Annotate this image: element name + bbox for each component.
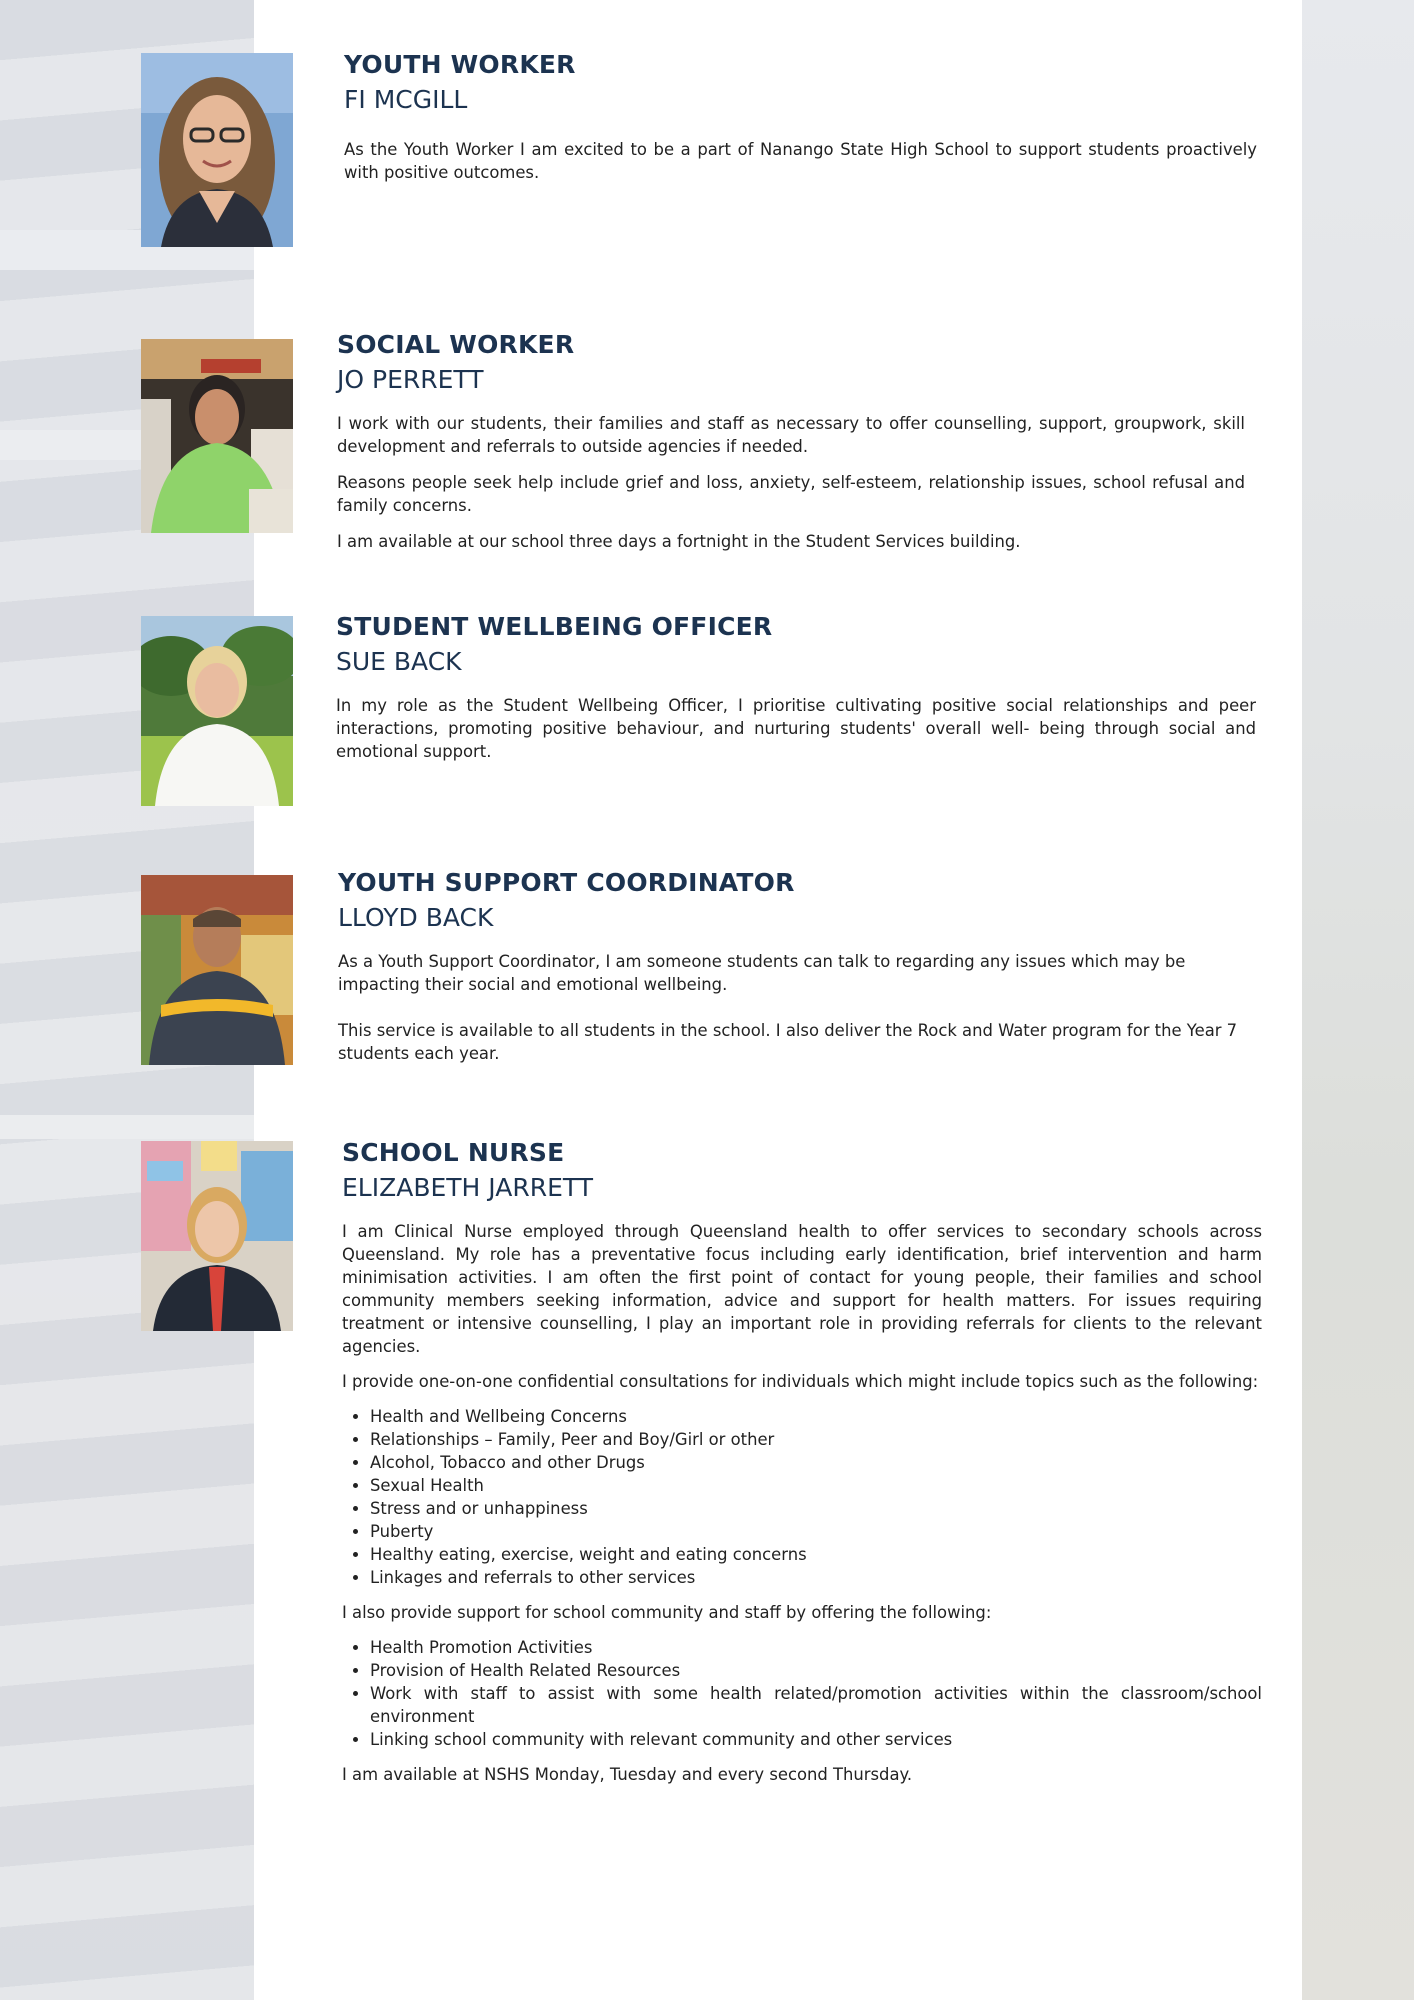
staff-photo <box>141 53 293 247</box>
staff-availability: I am available at our school three days a fortnight in the Student Services building. <box>337 532 1021 551</box>
staff-description: This service is available to all students in the school. I also deliver the Rock and Water program for the Year 7 students each year. <box>338 1021 1238 1063</box>
list-item: • Linkages and referrals to other services <box>370 1566 1262 1589</box>
staff-name: SUE BACK <box>336 647 462 676</box>
list-item: • Puberty <box>370 1520 1262 1543</box>
staff-description: As the Youth Worker I am excited to be a part of Nanango State High School to support students proactively with positive outcomes. <box>344 140 1257 182</box>
list-item: • Health and Wellbeing Concerns <box>370 1405 1262 1428</box>
staff-photo <box>141 1141 293 1331</box>
staff-role: YOUTH WORKER <box>344 50 576 79</box>
list-item: • Sexual Health <box>370 1474 1262 1497</box>
list-item: • Provision of Health Related Resources <box>370 1659 1262 1682</box>
staff-description: I work with our students, their families and staff as necessary to offer counselling, support, groupwork, skill development and referrals to outside agencies if needed. <box>337 414 1245 456</box>
staff-description: I am Clinical Nurse employed through Queensland health to offer services to secondary schools across Queensland. My role has a preventative focus including early identification, brief intervention and harm minimisation activities. I am often the first point of contact for young people, their families and school community members seeking information, advice and support for health matters. For issues requiring treatment or intensive counselling, I play an important role in providing referrals for clients to the relevant agencies. <box>342 1222 1262 1356</box>
staff-availability: I am available at NSHS Monday, Tuesday and every second Thursday. <box>342 1765 913 1784</box>
staff-name: JO PERRETT <box>337 365 484 394</box>
list-item: • Work with staff to assist with some health related/promotion activities within the classroom/school environment <box>370 1682 1262 1728</box>
list-item: • Relationships – Family, Peer and Boy/Girl or other <box>370 1428 1262 1451</box>
staff-description: In my role as the Student Wellbeing Officer, I prioritise cultivating positive social relationships and peer interactions, promoting positive behaviour, and nurturing students' overall well- being through social and emotional support. <box>336 696 1256 761</box>
list-item: • Health Promotion Activities <box>370 1636 1262 1659</box>
background-right-building <box>1302 0 1414 2000</box>
staff-name: FI MCGILL <box>344 85 468 114</box>
staff-role: STUDENT WELLBEING OFFICER <box>336 612 773 641</box>
staff-photo <box>141 616 293 806</box>
support-intro: I also provide support for school community and staff by offering the following: <box>342 1603 992 1622</box>
staff-name: ELIZABETH JARRETT <box>342 1173 593 1202</box>
consultation-intro: I provide one-on-one confidential consultations for individuals which might include topics such as the following: <box>342 1372 1259 1391</box>
staff-role: SCHOOL NURSE <box>342 1138 565 1167</box>
staff-description: Reasons people seek help include grief and loss, anxiety, self-esteem, relationship issues, school refusal and family concerns. <box>337 473 1245 515</box>
staff-role: YOUTH SUPPORT COORDINATOR <box>338 868 795 897</box>
list-item: • Linking school community with relevant community and other services <box>370 1728 1262 1751</box>
list-item: • Alcohol, Tobacco and other Drugs <box>370 1451 1262 1474</box>
staff-photo <box>141 875 293 1065</box>
staff-description: As a Youth Support Coordinator, I am someone students can talk to regarding any issues which may be impacting their social and emotional wellbeing. <box>338 952 1186 994</box>
list-item: • Stress and or unhappiness <box>370 1497 1262 1520</box>
list-item: • Healthy eating, exercise, weight and eating concerns <box>370 1543 1262 1566</box>
staff-photo <box>141 339 293 533</box>
staff-name: LLOYD BACK <box>338 903 494 932</box>
staff-role: SOCIAL WORKER <box>337 330 575 359</box>
support-items-list <box>342 1636 1262 1751</box>
consultation-topics-list <box>342 1405 1262 1589</box>
